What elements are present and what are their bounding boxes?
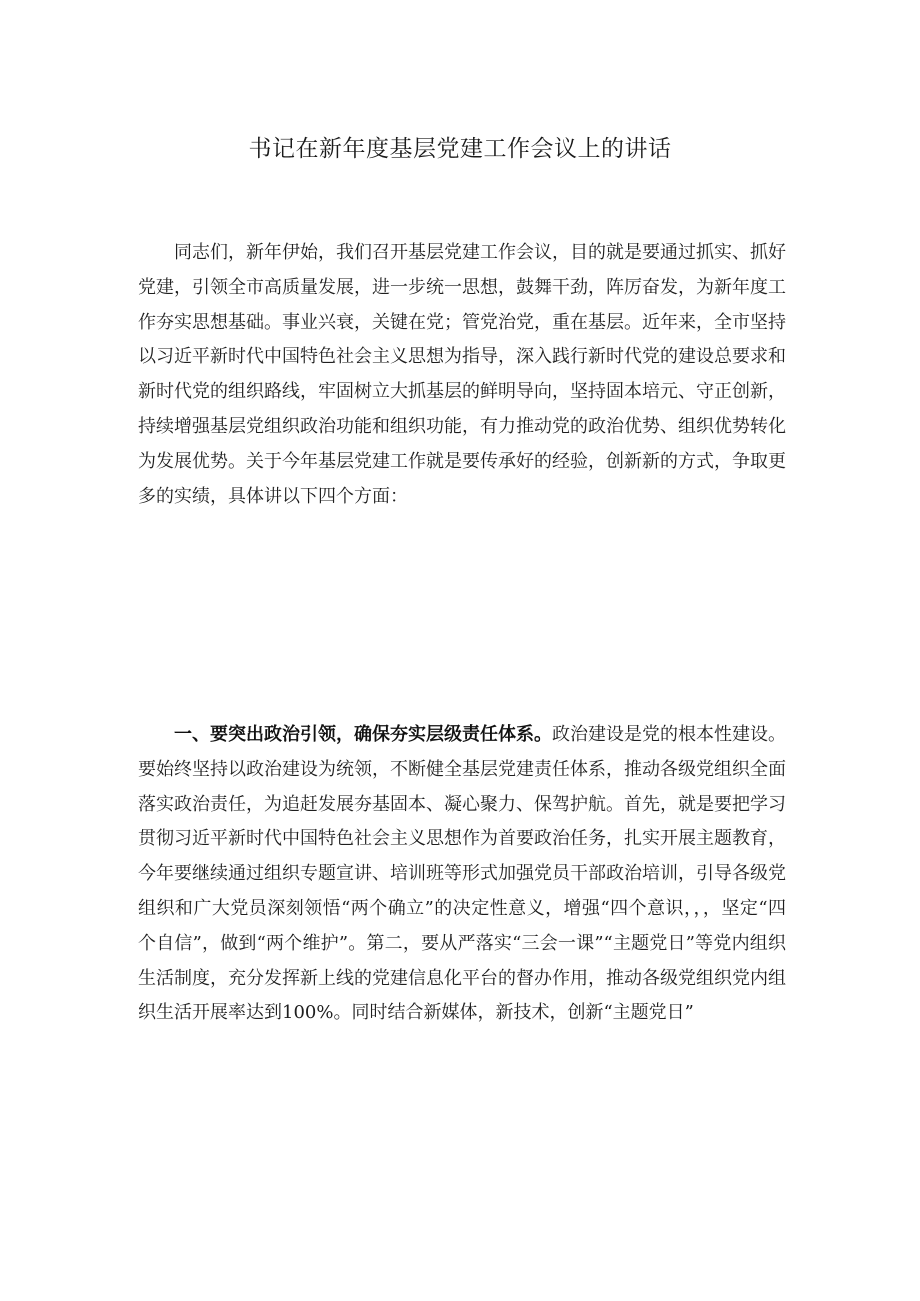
document-title: 书记在新年度基层党建工作会议上的讲话 [248, 136, 672, 162]
intro-paragraph: 同志们，新年伊始，我们召开基层党建工作会议，目的就是要通过抓实、抓好党建，引领全市高质量发展，进一步统一思想，鼓舞干劲，阵厉奋发，为新年度工作夯实思想基础。事业兴衰，关键在党；管党治党，重在基层。近年来，全市坚持以习近平新时代中国特色社会主义思想为指导，深入践行新时代党的建设总要求和新时代党的组织路线，牢固树立大抓基层的鲜明导向，坚持固本培元、守正创新，持续增强基层党组织政治功能和组织功能，有力推动党的政治优势、组织优势转化为发展优势。关于今年基层党建工作就是要传承好的经验，创新新的方式，争取更多的实绩，具体讲以下四个方面： [138, 242, 786, 507]
section-1-body: 政治建设是党的根本性建设。要始终坚持以政治建设为统领，不断健全基层党建责任体系，推动各级党组织全面落实政治责任，为追赶发展夯基固本、凝心聚力、保驾护航。首先，就是要把学习贯彻习近平新时代中国特色社会主义思想作为首要政治任务，扎实开展主题教育，今年要继续通过组织专题宣讲、培训班等形式加强党员干部政治培训，引导各级党组织和广大党员深刻领悟“两个确立”的决定性意义，增强“四个意识，，，坚定“四个自信”，做到“两个维护”。第二，要从严落实“三会一课”“主题党日”等党内组织生活制度，充分发挥新上线的党建信息化平台的督办作用，推动各级党组织党内组织生活开展率达到100%。同时结合新媒体，新技术，创新“主题党日” [138, 724, 786, 1024]
section-1-heading: 一、要突出政治引领，确保夯实层级责任体系。 [174, 724, 552, 745]
section-1-paragraph [138, 718, 786, 1031]
